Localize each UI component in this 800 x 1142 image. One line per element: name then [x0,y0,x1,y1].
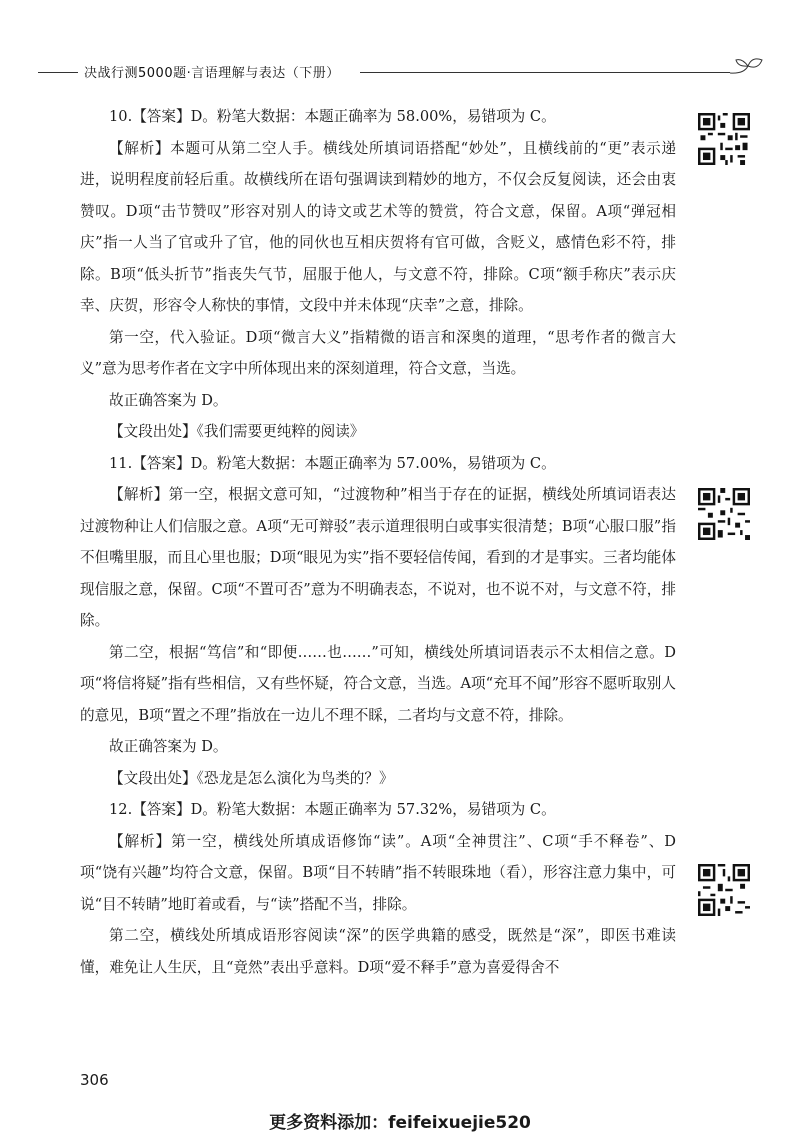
qr-code [698,864,750,916]
qr-code [698,113,750,165]
question-12-answer: 12.【答案】D。粉笔大数据：本题正确率为 57.32%，易错项为 C。 [109,801,556,818]
running-header [0,58,800,88]
question-11-analysis: 【解析】第一空，根据文意可知，“过渡物种”相当于存在的证据，横线处所填词语表达过渡物种让人们信服之意。A项“无可辩驳”表示道理很明白或事实很清楚；B项“心服口服”指不但嘴里服，而且心里也服；D项“眼见为实”指不要轻信传闻，看到的才是事实。三者均能体现信服之意，保留。C项“不置可否”意为不明确表态，不说对，也不说不对，与文意不符，排除。 [80,486,676,629]
question-10-analysis: 【解析】本题可从第二空人手。横线处所填词语搭配“妙处”，且横线前的“更”表示递进，说明程度前轻后重。故横线所在语句强调读到精妙的地方，不仅会反复阅读，还会由衷赞叹。D项“击节赞叹”形容对别人的诗文或艺术等的赞赏，符合文意，保留。A项“弹冠相庆”指一人当了官或升了官，他的同伙也互相庆贺将有官可做，含贬义，感情色彩不符，排除。B项“低头折节”指丧失气节，屈服于他人，与文意不符，排除。C项“额手称庆”表示庆幸、庆贺，形容令人称快的事情，文段中并未体现“庆幸”之意，排除。 [80,139,676,314]
question-10-conclusion: 故正确答案为 D。 [109,391,228,409]
page-number: 306 [80,1071,109,1089]
question-12-analysis-blank2: 第二空，横线处所填成语形容阅读“深”的医学典籍的感受，既然是“深”，即医书难读懂，难免让人生厌，且“竟然”表出乎意料。D项“爱不释手”意为喜爱得舍不 [80,927,676,976]
question-11-conclusion: 故正确答案为 D。 [109,738,228,755]
header-rule-left [38,72,78,73]
question-11-answer: 11.【答案】D。粉笔大数据：本题正确率为 57.00%，易错项为 C。 [109,454,556,472]
leaf-icon [728,58,768,88]
question-10-answer: 10.【答案】D。粉笔大数据：本题正确率为 58.00%，易错项为 C。 [109,108,556,125]
question-10-analysis-blank1: 第一空，代入验证。D项“微言大义”指精微的语言和深奥的道理，“思考作者的微言大义”意为思考作者在文字中所体现出来的深刻道理，符合文意，当选。 [80,328,676,377]
header-rule-right [360,72,730,73]
answer-explanations [80,101,676,983]
question-11-analysis-blank2: 第二空，根据“笃信”和“即便……也……”可知，横线处所填词语表示不太相信之意。D项“将信将疑”指有些相信，又有些怀疑，符合文意，当选。A项“充耳不闻”形容不愿听取别人的意见，B项“置之不理”指放在一边儿不理不睬，二者均与文意不符，排除。 [80,643,676,724]
qr-code [698,488,750,540]
header-title: 决战行测5000题·言语理解与表达（下册） [84,66,340,81]
footer-contact: 更多资料添加：feifeixuejie520 [269,1113,531,1133]
question-10-source: 【文段出处】《我们需要更纯粹的阅读》 [109,423,365,440]
question-12-analysis: 【解析】第一空，横线处所填成语修饰“读”。A项“全神贯注”、C项“手不释卷”、D项“饶有兴趣”均符合文意，保留。B项“目不转睛”指不转眼珠地（看），形容注意力集中，可说“目不转睛”地盯着或看，与“读”搭配不当，排除。 [80,832,676,913]
question-11-source: 【文段出处】《恐龙是怎么演化为鸟类的？》 [109,769,394,787]
